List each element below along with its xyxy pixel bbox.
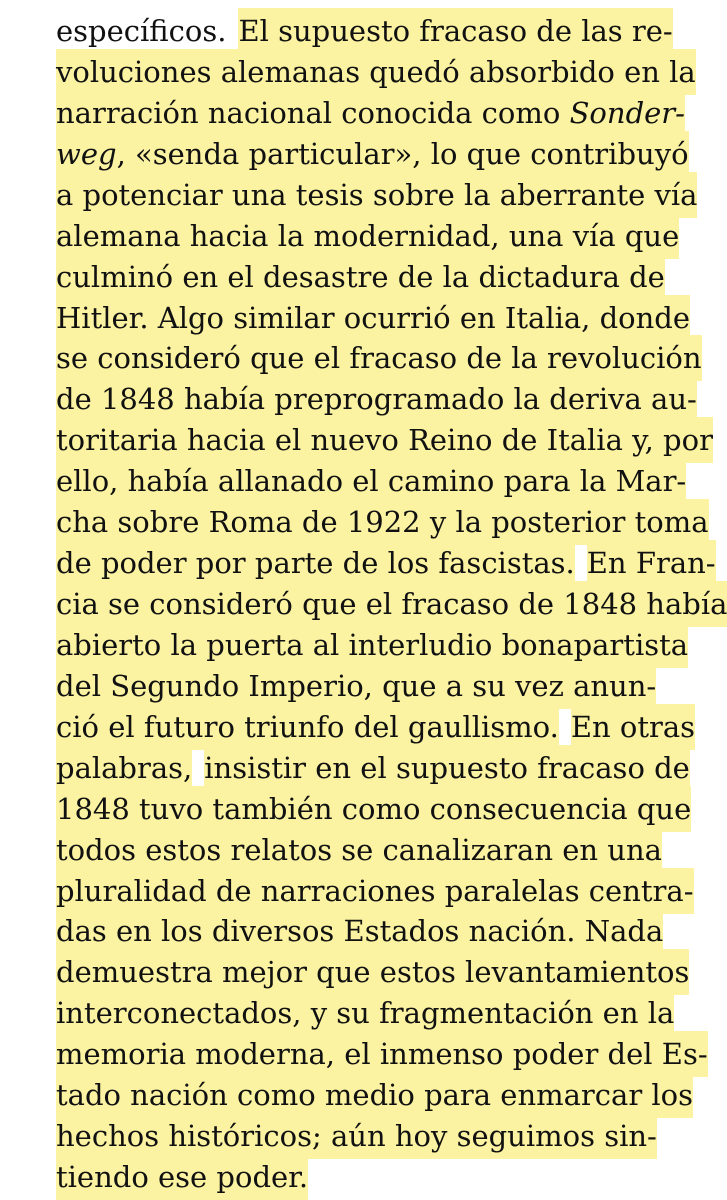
text-line: [56, 704, 696, 750]
highlighted-text: culminó en el desastre de la dictadura de: [56, 260, 665, 294]
text-line: [56, 786, 692, 832]
italic-term: weg: [56, 137, 117, 171]
text-line: [56, 335, 702, 381]
text-line: [56, 1031, 708, 1077]
text-line: [56, 49, 696, 95]
highlighted-text: narración nacional conocida como: [56, 96, 570, 130]
highlighted-text: El supuesto fracaso de las re-: [238, 14, 673, 48]
text-line: [56, 663, 657, 709]
text-line: [56, 540, 716, 586]
text-line: [56, 745, 690, 791]
text-line: [56, 1154, 636, 1200]
highlighted-text: interconectados, y su fragmentación en la: [56, 996, 675, 1030]
text-line: [56, 990, 675, 1036]
highlighted-text: de poder por parte de los fascistas.: [56, 546, 575, 580]
highlighted-text: pluralidad de narraciones paralelas centra-: [56, 874, 694, 908]
highlighted-text: cia se consideró que el fracaso de 1848 había: [56, 587, 727, 621]
text-line: [56, 90, 685, 136]
highlighted-text: del Segundo Imperio, que a su vez anun-: [56, 669, 657, 703]
text-line: [56, 131, 689, 177]
text-line: [56, 213, 680, 259]
unhighlighted-text: específicos.: [56, 14, 227, 48]
text-line: [56, 8, 673, 54]
highlighted-text: palabras,: [56, 751, 193, 785]
highlighted-text: cha sobre Roma de 1922 y la posterior toma: [56, 505, 709, 539]
highlighted-text: memoria moderna, el inmenso poder del Es-: [56, 1037, 708, 1071]
highlighted-text: tado nación como medio para enmarcar los: [56, 1078, 694, 1112]
highlighted-text: todos estos relatos se canalizaran en una: [56, 833, 662, 867]
highlighted-text: alemana hacia la modernidad, una vía que: [56, 219, 680, 253]
text-line: [56, 908, 664, 954]
highlighted-text: hechos históricos; aún hoy seguimos sin-: [56, 1119, 657, 1153]
text-line: [56, 172, 698, 218]
text-line: [56, 1113, 657, 1159]
highlighted-text: se consideró que el fracaso de la revolución: [56, 341, 702, 375]
highlighted-text: En otras: [570, 710, 696, 744]
text-line: [56, 622, 689, 668]
text-line: [56, 949, 690, 995]
text-line: [56, 499, 709, 545]
text-line: [56, 458, 687, 504]
highlighted-text: tiendo ese poder.: [56, 1160, 309, 1194]
highlighted-text: ello, había allanado el camino para la Mar-: [56, 464, 687, 498]
highlighted-text: a potenciar una tesis sobre la aberrante vía: [56, 178, 698, 212]
highlighted-text: voluciones alemanas quedó absorbido en la: [56, 55, 696, 89]
text-line: [56, 417, 713, 463]
italic-term: Sonder-: [569, 96, 685, 130]
highlighted-text: toritaria hacia el nuevo Reino de Italia y, por: [56, 423, 713, 457]
highlighted-text: Hitler. Algo similar ocurrió en Italia, donde: [56, 301, 691, 335]
highlighted-text: insistir en el supuesto fracaso de: [204, 751, 690, 785]
highlighted-text: de 1848 había preprogramado la deriva au-: [56, 382, 697, 416]
highlighted-text: demuestra mejor que estos levantamientos: [56, 955, 690, 989]
text-line: [56, 1072, 694, 1118]
text-line: [56, 254, 665, 300]
highlighted-text: 1848 tuvo también como consecuencia que: [56, 792, 692, 826]
text-line: [56, 581, 727, 627]
highlighted-text: ció el futuro triunfo del gaullismo.: [56, 710, 559, 744]
highlighted-text: abierto la puerta al interludio bonapartista: [56, 628, 689, 662]
highlighted-text: En Fran-: [586, 546, 716, 580]
text-line: [56, 827, 662, 873]
highlighted-text: das en los diversos Estados nación. Nada: [56, 914, 664, 948]
text-line: [56, 376, 697, 422]
highlighted-text: , «senda particular», lo que contribuyó: [116, 137, 689, 171]
